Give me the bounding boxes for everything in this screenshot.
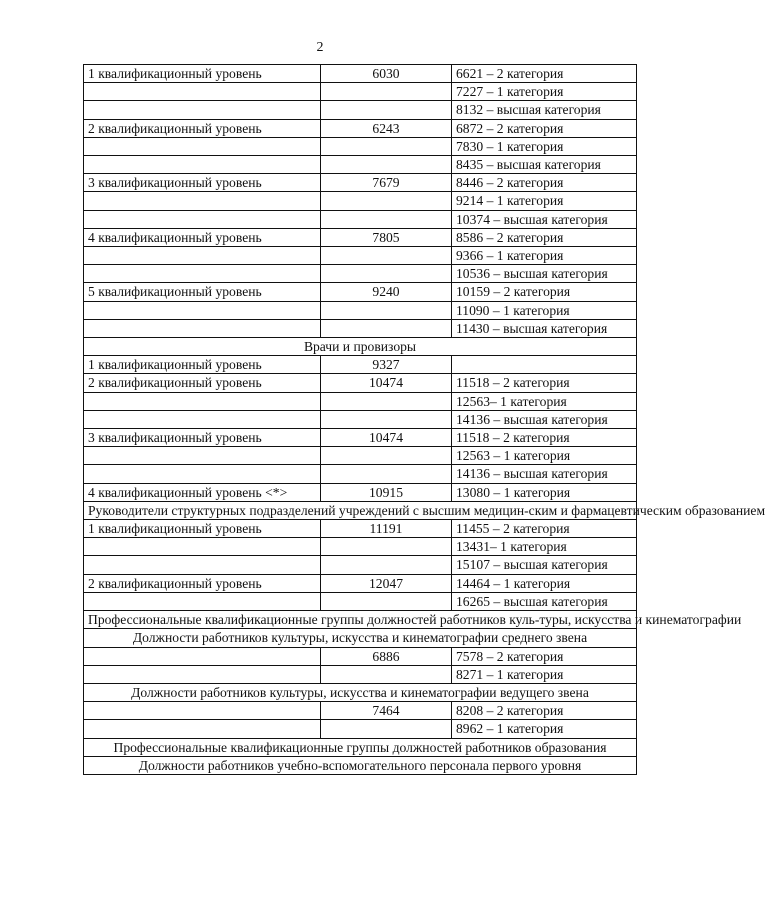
- table-row: [84, 192, 637, 210]
- salary-cell: [321, 83, 452, 101]
- table-row: [84, 483, 637, 501]
- table-row: [84, 538, 637, 556]
- salary-cell: [321, 137, 452, 155]
- table-row: [84, 228, 637, 246]
- qualification-level-cell: 2 квалификационный уровень: [84, 119, 321, 137]
- salary-cell: [321, 192, 452, 210]
- salary-cell: [321, 247, 452, 265]
- salary-cell: 10474: [321, 374, 452, 392]
- salary-cell: [321, 410, 452, 428]
- category-salary-cell: 14464 – 1 категория: [452, 574, 637, 592]
- section-header: Руководители структурных подразделений учреждений с высшим медицин-ским и фармацевтическим образованием: [84, 501, 637, 519]
- qualification-level-cell: [84, 465, 321, 483]
- salary-cell: 12047: [321, 574, 452, 592]
- table-row: [84, 65, 637, 83]
- salary-table: [83, 64, 765, 775]
- qualification-level-cell: [84, 592, 321, 610]
- section-header: Должности работников учебно-вспомогательного персонала первого уровня: [84, 756, 637, 774]
- qualification-level-cell: [84, 301, 321, 319]
- qualification-level-cell: [84, 720, 321, 738]
- salary-cell: 7679: [321, 174, 452, 192]
- category-salary-cell: 8446 – 2 категория: [452, 174, 637, 192]
- qualification-level-cell: [84, 83, 321, 101]
- qualification-level-cell: 3 квалификационный уровень: [84, 174, 321, 192]
- category-salary-cell: 8586 – 2 категория: [452, 228, 637, 246]
- table-row: [84, 429, 637, 447]
- table-row: [84, 283, 637, 301]
- section-header-row: [84, 338, 637, 356]
- category-salary-cell: 11430 – высшая категория: [452, 319, 637, 337]
- table-row: [84, 556, 637, 574]
- table-row: [84, 174, 637, 192]
- category-salary-cell: 8208 – 2 категория: [452, 702, 637, 720]
- table-row: [84, 702, 637, 720]
- salary-cell: [321, 210, 452, 228]
- qualification-level-cell: [84, 192, 321, 210]
- page-number: 2: [316, 40, 324, 55]
- category-salary-cell: 15107 – высшая категория: [452, 556, 637, 574]
- category-salary-cell: 11518 – 2 категория: [452, 429, 637, 447]
- qualification-level-cell: 1 квалификационный уровень: [84, 65, 321, 83]
- salary-cell: [321, 665, 452, 683]
- section-header-row: [84, 738, 637, 756]
- table-row: [84, 356, 637, 374]
- qualification-level-cell: [84, 137, 321, 155]
- category-salary-cell: 12563– 1 категория: [452, 392, 637, 410]
- table-row: [84, 265, 637, 283]
- section-header: Должности работников культуры, искусства и кинематографии ведущего звена: [84, 683, 637, 701]
- qualification-level-cell: 3 квалификационный уровень: [84, 429, 321, 447]
- salary-cell: [321, 556, 452, 574]
- category-salary-cell: 9366 – 1 категория: [452, 247, 637, 265]
- table-row: [84, 665, 637, 683]
- salary-cell: [321, 101, 452, 119]
- section-header: Профессиональные квалификационные группы должностей работников куль-туры, искусства и кинематографии: [84, 611, 637, 629]
- salary-cell: 10915: [321, 483, 452, 501]
- section-header: Профессиональные квалификационные группы должностей работников образования: [84, 738, 637, 756]
- category-salary-cell: 12563 – 1 категория: [452, 447, 637, 465]
- category-salary-cell: 13080 – 1 категория: [452, 483, 637, 501]
- salary-cell: 7805: [321, 228, 452, 246]
- section-header-row: [84, 501, 637, 519]
- qualification-level-cell: [84, 447, 321, 465]
- qualification-level-cell: 2 квалификационный уровень: [84, 374, 321, 392]
- table-row: [84, 210, 637, 228]
- qualification-level-cell: [84, 319, 321, 337]
- table-row: [84, 592, 637, 610]
- salary-cell: [321, 720, 452, 738]
- qualification-level-cell: 2 квалификационный уровень: [84, 574, 321, 592]
- salary-cell: 6886: [321, 647, 452, 665]
- salary-cell: [321, 319, 452, 337]
- qualification-level-cell: [84, 538, 321, 556]
- category-salary-cell: 14136 – высшая категория: [452, 465, 637, 483]
- table-row: [84, 137, 637, 155]
- salary-cell: [321, 538, 452, 556]
- table-row: [84, 392, 637, 410]
- qualification-level-cell: [84, 702, 321, 720]
- category-salary-cell: 16265 – высшая категория: [452, 592, 637, 610]
- salary-cell: 7464: [321, 702, 452, 720]
- qualification-level-cell: 1 квалификационный уровень: [84, 356, 321, 374]
- category-salary-cell: 11090 – 1 категория: [452, 301, 637, 319]
- category-salary-cell: 10536 – высшая категория: [452, 265, 637, 283]
- salary-cell: 9327: [321, 356, 452, 374]
- category-salary-cell: 11455 – 2 категория: [452, 520, 637, 538]
- table-row: [84, 301, 637, 319]
- category-salary-cell: 7830 – 1 категория: [452, 137, 637, 155]
- qualification-level-cell: [84, 101, 321, 119]
- section-header-row: [84, 683, 637, 701]
- qualification-level-cell: [84, 156, 321, 174]
- table-row: [84, 720, 637, 738]
- category-salary-cell: 6872 – 2 категория: [452, 119, 637, 137]
- salary-cell: [321, 156, 452, 174]
- category-salary-cell: 7227 – 1 категория: [452, 83, 637, 101]
- category-salary-cell: 14136 – высшая категория: [452, 410, 637, 428]
- salary-cell: 9240: [321, 283, 452, 301]
- qualification-level-cell: 5 квалификационный уровень: [84, 283, 321, 301]
- qualification-level-cell: [84, 556, 321, 574]
- category-salary-cell: 10374 – высшая категория: [452, 210, 637, 228]
- salary-cell: [321, 392, 452, 410]
- salary-cell: [321, 592, 452, 610]
- table-row: [84, 247, 637, 265]
- section-header-row: [84, 611, 637, 629]
- salary-cell: [321, 465, 452, 483]
- qualification-level-cell: [84, 392, 321, 410]
- qualification-level-cell: [84, 265, 321, 283]
- qualification-level-cell: 4 квалификационный уровень: [84, 228, 321, 246]
- table-row: [84, 101, 637, 119]
- category-salary-cell: 8271 – 1 категория: [452, 665, 637, 683]
- salary-cell: [321, 301, 452, 319]
- salary-cell: [321, 265, 452, 283]
- table-row: [84, 374, 637, 392]
- category-salary-cell: 10159 – 2 категория: [452, 283, 637, 301]
- category-salary-cell: 6621 – 2 категория: [452, 65, 637, 83]
- category-salary-cell: 9214 – 1 категория: [452, 192, 637, 210]
- section-header: Врачи и провизоры: [84, 338, 637, 356]
- qualification-level-cell: 4 квалификационный уровень <*>: [84, 483, 321, 501]
- category-salary-cell: 8962 – 1 категория: [452, 720, 637, 738]
- qualification-level-cell: [84, 647, 321, 665]
- salary-cell: 11191: [321, 520, 452, 538]
- qualification-level-cell: [84, 665, 321, 683]
- category-salary-cell: 11518 – 2 категория: [452, 374, 637, 392]
- table-row: [84, 119, 637, 137]
- qualification-level-cell: [84, 210, 321, 228]
- table-row: [84, 465, 637, 483]
- section-header: Должности работников культуры, искусства и кинематографии среднего звена: [84, 629, 637, 647]
- salary-cell: 6243: [321, 119, 452, 137]
- table-row: [84, 156, 637, 174]
- table-row: [84, 574, 637, 592]
- table-row: [84, 520, 637, 538]
- table-row: [84, 83, 637, 101]
- table-row: [84, 319, 637, 337]
- qualification-level-cell: [84, 410, 321, 428]
- category-salary-cell: 8435 – высшая категория: [452, 156, 637, 174]
- salary-cell: 6030: [321, 65, 452, 83]
- section-header-row: [84, 756, 637, 774]
- table-row: [84, 447, 637, 465]
- table-row: [84, 647, 637, 665]
- salary-table-body: [84, 65, 765, 775]
- salary-cell: [321, 447, 452, 465]
- table-row: [84, 410, 637, 428]
- salary-cell: 10474: [321, 429, 452, 447]
- qualification-level-cell: [84, 247, 321, 265]
- qualification-level-cell: 1 квалификационный уровень: [84, 520, 321, 538]
- category-salary-cell: 8132 – высшая категория: [452, 101, 637, 119]
- category-salary-cell: [452, 356, 637, 374]
- section-header-row: [84, 629, 637, 647]
- category-salary-cell: 13431– 1 категория: [452, 538, 637, 556]
- category-salary-cell: 7578 – 2 категория: [452, 647, 637, 665]
